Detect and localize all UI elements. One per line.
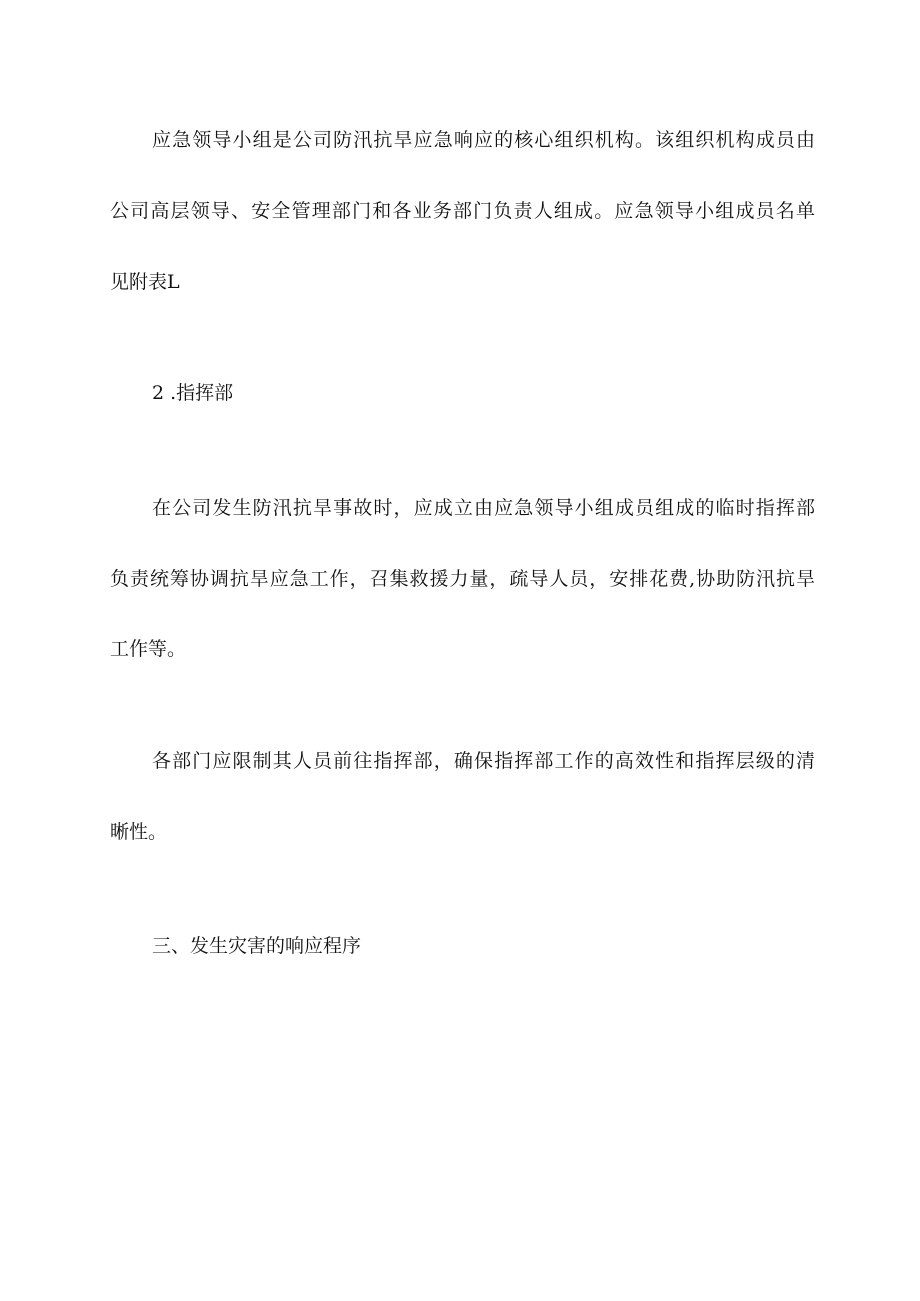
paragraph-3-line-1: 各部门应限制其人员前往指挥部，确保指挥部工作的高效性和指挥层级的清 — [152, 750, 815, 772]
section-heading-2: 2 .指挥部 — [152, 382, 234, 404]
paragraph-2-line-1: 在公司发生防汛抗旱事故时，应成立由应急领导小组成员组成的临时指挥部 — [152, 497, 815, 519]
paragraph-1-line-2: 公司高层领导、安全管理部门和各业务部门负责人组成。应急领导小组成员名单 — [110, 200, 815, 222]
section-heading-3: 三、发生灾害的响应程序 — [152, 935, 362, 957]
paragraph-2-line-2: 负责统筹协调抗旱应急工作，召集救援力量，疏导人员，安排花费,协助防汛抗旱 — [110, 568, 815, 590]
paragraph-2-line-3: 工作等。 — [110, 638, 187, 660]
paragraph-1-line-1: 应急领导小组是公司防汛抗旱应急响应的核心组织机构。该组织机构成员由 — [152, 129, 815, 151]
paragraph-1-line-3: 见附表L — [110, 271, 180, 293]
paragraph-3-line-2: 晰性。 — [110, 821, 168, 843]
